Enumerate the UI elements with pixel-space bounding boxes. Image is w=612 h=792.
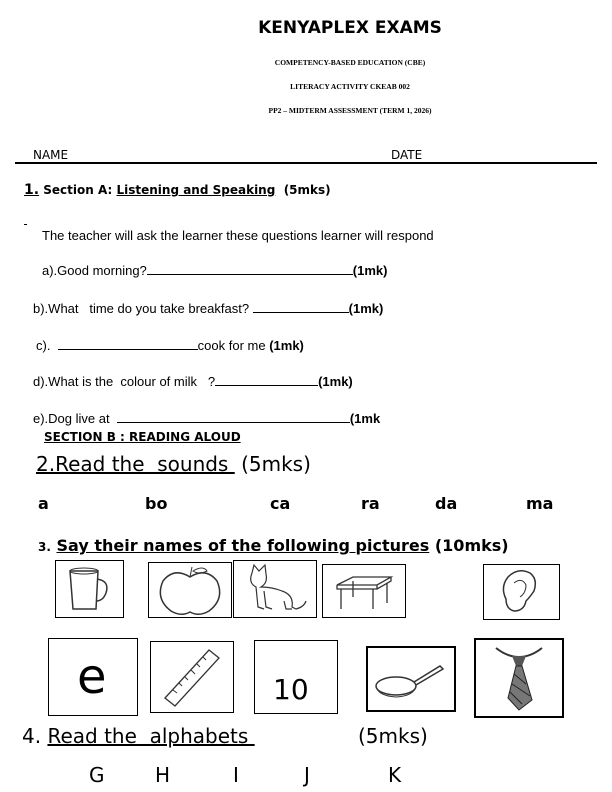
answer-blank[interactable] xyxy=(147,262,353,275)
section-b-heading: SECTION B : READING ALOUD xyxy=(44,430,241,444)
letter-3: J xyxy=(304,763,310,787)
answer-blank[interactable] xyxy=(117,410,350,423)
q4-marks: (5mks) xyxy=(358,724,428,748)
q3-label: Say their names of the following pictures xyxy=(56,536,430,555)
picture-table xyxy=(322,564,406,618)
q2-label: 2.Read the sounds xyxy=(36,452,235,476)
question-text: a).Good morning? xyxy=(42,263,147,278)
ruler-icon xyxy=(151,642,233,712)
letter-2: I xyxy=(233,763,239,787)
section-marks: (5mks) xyxy=(283,183,331,197)
q4-label: Read the alphabets xyxy=(47,724,255,748)
q2-heading xyxy=(36,452,311,476)
cup-icon xyxy=(56,561,123,617)
question-b xyxy=(33,300,383,316)
picture-frying-pan xyxy=(366,646,456,712)
date-label: DATE xyxy=(391,148,423,162)
question-text: c). xyxy=(36,338,58,353)
q4-number: 4. xyxy=(22,724,42,748)
picture-cat xyxy=(233,560,317,618)
picture-letter-e xyxy=(48,638,138,716)
sound-4: da xyxy=(435,494,458,513)
q3-marks: (10mks) xyxy=(434,536,509,555)
sound-1: bo xyxy=(145,494,168,513)
marks: (1mk) xyxy=(269,338,304,353)
sound-5: ma xyxy=(526,494,554,513)
answer-blank[interactable] xyxy=(253,300,349,313)
name-date-line[interactable] xyxy=(15,146,597,164)
sound-2: ca xyxy=(270,494,291,513)
subtitle-assessment: PP2 – MIDTERM ASSESSMENT (TERM 1, 2026) xyxy=(268,106,432,115)
question-e xyxy=(33,410,380,426)
question-number: 1. xyxy=(24,182,40,198)
question-c xyxy=(36,337,304,353)
question-text: b).What time do you take breakfast? xyxy=(33,301,253,316)
marks: (1mk) xyxy=(348,301,384,316)
letter-4: K xyxy=(388,763,402,787)
tie-icon xyxy=(476,640,562,716)
picture-ruler xyxy=(150,641,234,713)
letter-0: G xyxy=(89,763,105,787)
q2-marks: (5mks) xyxy=(241,452,311,476)
exam-title: KENYAPLEX EXAMS xyxy=(258,18,442,38)
picture-tie xyxy=(474,638,564,718)
section-prefix: Section A: xyxy=(43,183,113,197)
picture-cup xyxy=(55,560,124,618)
frying-pan-icon xyxy=(368,648,454,710)
q3-number: 3. xyxy=(38,540,51,554)
section-title: Listening and Speaking xyxy=(116,183,276,197)
q4-heading xyxy=(22,724,428,748)
question-text-after: cook for me xyxy=(197,338,270,353)
question-a xyxy=(42,262,387,278)
apple-icon xyxy=(149,563,231,617)
letter-e-text: e xyxy=(77,649,107,705)
sound-3: ra xyxy=(361,494,380,513)
cat-icon xyxy=(234,561,316,617)
section-a-heading xyxy=(24,182,331,198)
picture-number-10 xyxy=(254,640,338,714)
question-text: e).Dog live at xyxy=(33,411,117,426)
question-d xyxy=(33,373,353,389)
name-label: NAME xyxy=(33,148,69,162)
ear-icon xyxy=(484,565,559,619)
number-10-text: 10 xyxy=(273,673,309,706)
table-icon xyxy=(323,565,405,617)
dash-mark xyxy=(24,224,27,225)
marks: (1mk xyxy=(349,411,381,426)
answer-blank[interactable] xyxy=(58,337,198,350)
subtitle-cbe: COMPETENCY-BASED EDUCATION (CBE) xyxy=(274,58,426,67)
answer-blank[interactable] xyxy=(215,373,318,386)
letter-1: H xyxy=(155,763,171,787)
marks: (1mk) xyxy=(352,263,388,278)
sound-0: a xyxy=(38,494,49,513)
instruction: The teacher will ask the learner these questions learner will respond xyxy=(42,228,434,243)
subtitle-activity: LITERACY ACTIVITY CKEAB 002 xyxy=(290,82,410,91)
question-text: d).What is the colour of milk ? xyxy=(33,374,216,389)
picture-ear xyxy=(483,564,560,620)
q3-heading xyxy=(38,536,509,555)
picture-apple xyxy=(148,562,232,618)
marks: (1mk) xyxy=(318,374,353,389)
